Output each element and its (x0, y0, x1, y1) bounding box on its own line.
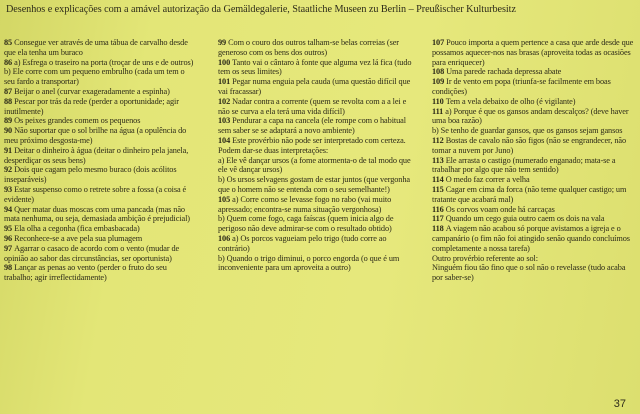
proverb-number: 85 (4, 38, 13, 47)
proverb-entry (4, 38, 197, 58)
proverb-entry (4, 185, 197, 205)
proverb-entry (4, 87, 197, 97)
proverb-number: 117 (432, 214, 444, 224)
proverb-entry (4, 234, 197, 244)
proverb-text: Uma parede rachada depressa abate (446, 67, 562, 77)
proverb-number: 99 (218, 38, 227, 47)
proverb-number: 106 (218, 233, 231, 243)
page-caption: Desenhos e explicações com a amável autorização da Gemäldegalerie, Staatliche Museen zu Berlin – Preußischer Kulturbesitz (6, 4, 516, 15)
proverb-text: Pegar numa enguia pela cauda (uma questão difícil que vai fracassar) (218, 77, 411, 96)
proverb-entry (218, 38, 416, 58)
proverb-entry (218, 58, 416, 78)
proverb-entry (218, 116, 416, 136)
proverb-entry (4, 67, 197, 87)
proverb-entry (432, 38, 634, 67)
proverb-text: O medo faz correr a velha (445, 175, 530, 185)
proverb-number: 111 (432, 106, 444, 116)
proverb-number: 92 (4, 165, 13, 175)
column-right (432, 38, 634, 283)
column-left (4, 38, 197, 283)
proverb-number: 112 (432, 135, 444, 145)
proverb-text: b) Quem come fogo, caga faíscas (quem inicia algo de perigoso não deve admirar-se com o resultado obtido) (218, 214, 394, 234)
proverb-entry (4, 116, 197, 126)
proverb-entry (432, 136, 634, 156)
proverb-text: Os corvos voam onde há carcaças (445, 204, 555, 214)
proverb-text: Este provérbio não pode ser interpretado com certeza. Podem dar-se duas interpretações: (218, 135, 406, 155)
proverb-entry (432, 156, 634, 176)
proverb-entry (218, 254, 416, 274)
proverb-number: 105 (218, 194, 231, 204)
proverb-entry (218, 195, 416, 215)
column-middle (218, 38, 416, 273)
proverb-text: A viagem não acabou só porque avistamos a igreja e o campanário (o fim não foi atingido senão quando concluímos completamente a nossa tarefa) (432, 224, 630, 253)
proverb-entry (218, 156, 416, 176)
proverb-entry (432, 126, 634, 136)
proverb-entry (218, 175, 416, 195)
proverb-number: 107 (432, 38, 445, 47)
proverb-entry (218, 136, 416, 156)
proverb-text: Pendurar a capa na cancela (ele rompe com o habitual sem saber se se adaptará a novo ambiente) (218, 116, 406, 136)
proverb-number: 90 (4, 126, 13, 136)
proverb-text: a) Ele vê dançar ursos (a fome atormenta-o de tal modo que ele vê dançar ursos) (218, 155, 411, 175)
proverb-text: Ninguém fiou tão fino que o sol não o revelasse (tudo acaba por saber-se) (432, 263, 626, 283)
proverb-number: 116 (432, 204, 444, 214)
proverb-text: Os peixes grandes comem os pequenos (14, 116, 141, 126)
proverb-entry (4, 244, 197, 264)
proverb-number: 95 (4, 224, 13, 234)
proverb-number: 102 (218, 96, 231, 106)
proverb-text: b) Os ursos selvagens gostam de estar juntos (que vergonha que o homem não se entenda com o seu semelhante!) (218, 175, 410, 194)
proverb-number: 89 (4, 116, 13, 126)
proverb-text: Ir de vento em popa (triunfa-se facilmente em boas condições) (432, 77, 611, 96)
proverb-text: Tanto vai o cântaro à fonte que alguma vez lá fica (tudo tem os seus limites) (218, 57, 412, 77)
proverb-number: 96 (4, 233, 13, 243)
proverb-entry (432, 263, 634, 283)
proverb-text: Pouco importa a quem pertence a casa que arde desde que possamos aquecer-nos nas brasas (aproveita todas as ocasiões para enriquecer) (432, 38, 634, 67)
proverb-entry (4, 205, 197, 225)
proverb-number: 93 (4, 184, 13, 194)
proverb-text: b) Ele corre com um pequeno embrulho (cada um tem o seu fardo a transportar) (4, 67, 185, 87)
proverb-entry (4, 146, 197, 166)
proverb-text: Com o couro dos outros talham-se belas correias (ser generoso com os bens dos outros) (218, 38, 399, 57)
proverb-number: 110 (432, 96, 444, 106)
proverb-number: 113 (432, 155, 444, 165)
proverb-number: 114 (432, 175, 444, 185)
proverb-text: b) Quando o trigo diminui, o porco engorda (o que é um inconveniente para um aproveita a outro) (218, 253, 400, 273)
proverb-entry (4, 263, 197, 283)
proverb-entry (432, 67, 634, 77)
proverb-text: Dois que cagam pelo mesmo buraco (dois acólitos inseparáveis) (4, 165, 177, 185)
proverb-entry (432, 107, 634, 127)
proverb-text: Não suportar que o sol brilhe na água (a opulência do meu próximo desgosta-me) (4, 126, 187, 145)
proverb-entry (432, 175, 634, 185)
proverb-number: 109 (432, 77, 445, 87)
proverb-text: Bostas de cavalo não são figos (não se engrandecer, não tomar a nuvem por Juno) (432, 135, 627, 155)
proverb-number: 91 (4, 145, 13, 155)
proverb-number: 86 (4, 57, 13, 67)
proverb-number: 104 (218, 135, 231, 145)
proverb-number: 103 (218, 116, 231, 126)
proverb-text: Quer matar duas moscas com uma pancada (mas não mata nenhuma, ou seja, demasiada ambição é prejudicial) (4, 204, 190, 224)
proverb-number: 97 (4, 243, 13, 253)
proverb-entry (4, 97, 197, 117)
proverb-text: Outro provérbio referente ao sol: (432, 253, 538, 263)
proverb-entry (4, 58, 197, 68)
proverb-entry (218, 97, 416, 117)
proverb-text: Consegue ver através de uma tábua de carvalho desde que ela tenha um buraco (4, 38, 188, 57)
proverb-text: b) Se tenho de guardar gansos, que os gansos sejam gansos (432, 126, 623, 136)
proverb-entry (432, 185, 634, 205)
proverb-number: 118 (432, 224, 444, 234)
proverb-entry (432, 205, 634, 215)
proverb-text: Agarrar o casaco de acordo com o vento (mudar de opinião ao sabor das circunstâncias, ser oportunista) (4, 243, 180, 263)
proverb-entry (4, 126, 197, 146)
proverb-text: Ele arrasta o castigo (numerado enganado; mata-se a trabalhar por algo que não tem sentido) (432, 155, 616, 175)
proverb-text: Quando um cego guia outro caem os dois na vala (445, 214, 605, 224)
proverb-entry (432, 254, 634, 264)
proverb-text: a) Os porcos vagueiam pelo trigo (tudo corre ao contrário) (218, 233, 387, 253)
proverb-text: Estar suspenso como o retrete sobre a fossa (a coisa é evidente) (4, 184, 187, 204)
proverb-number: 87 (4, 86, 13, 96)
proverb-text: Reconhece-se a ave pela sua plumagem (14, 233, 143, 243)
page-number: 37 (613, 398, 626, 410)
proverb-number: 98 (4, 263, 13, 273)
proverb-number: 101 (218, 77, 231, 87)
proverb-entry (4, 165, 197, 185)
proverb-number: 94 (4, 204, 13, 214)
proverb-number: 108 (432, 67, 445, 77)
proverb-text: Beijar o anel (curvar exageradamente a espinha) (14, 86, 170, 96)
proverb-entry (432, 97, 634, 107)
proverb-text: Ela olha a cegonha (fica embasbacada) (14, 224, 140, 234)
proverb-entry (218, 77, 416, 97)
proverb-text: Lançar as penas ao vento (perder o fruto do seu trabalho; agir irreflectidamente) (4, 263, 167, 283)
proverb-text: Nadar contra a corrente (quem se revolta com a a lei e não se curva a ela terá uma vida difícil) (218, 96, 407, 116)
proverb-text: Deitar o dinheiro à água (deitar o dinheiro pela janela, desperdiçar os seus bens) (4, 145, 189, 165)
proverb-entry (432, 224, 634, 253)
proverb-entry (218, 234, 416, 254)
proverb-entry (432, 77, 634, 97)
proverb-text: a) Porque é que os gansos andam descalços? (deve haver uma boa razão) (432, 106, 629, 126)
proverb-entry (218, 214, 416, 234)
proverb-text: Cagar em cima da forca (não teme qualquer castigo; um tratante que acabará mal) (432, 184, 627, 204)
proverb-entry (4, 224, 197, 234)
proverb-text: Tem a vela debaixo de olho (é vigilante) (445, 96, 576, 106)
proverb-number: 100 (218, 57, 231, 67)
proverb-entry (432, 214, 634, 224)
proverb-text: Pescar por trás da rede (perder a oportunidade; agir inutilmente) (4, 96, 179, 116)
proverb-text: a) Corre como se levasse fogo no rabo (vai muito apressado; encontra-se numa situação vergonhosa) (218, 194, 392, 214)
proverb-number: 115 (432, 184, 444, 194)
proverb-text: a) Esfrega o traseiro na porta (troçar de uns e de outros) (14, 57, 194, 67)
proverb-number: 88 (4, 96, 13, 106)
